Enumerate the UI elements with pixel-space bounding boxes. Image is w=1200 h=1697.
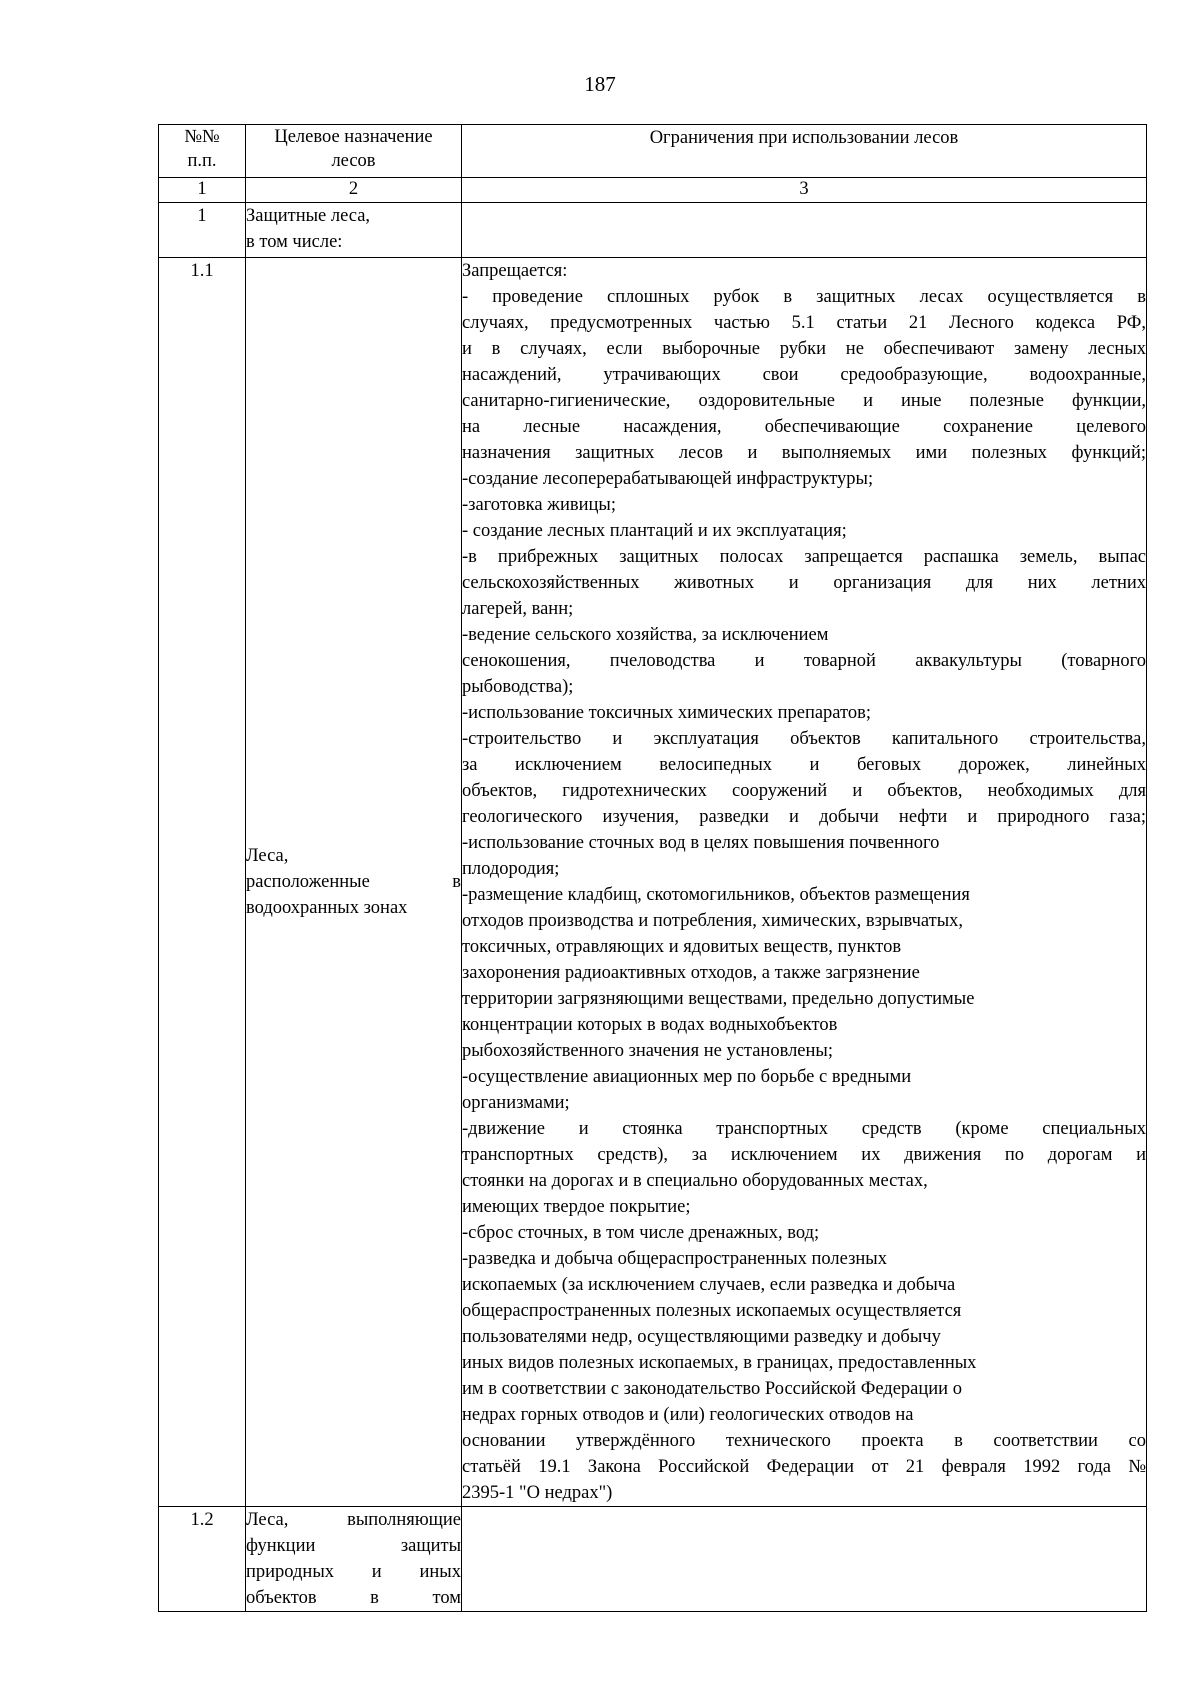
- restriction-line: общераспространенных полезных ископаемых осуществляется: [462, 1301, 962, 1321]
- page-number: 187: [584, 72, 616, 96]
- restriction-line: сенокошения, пчеловодства и товарной аквакультуры (товарного: [462, 651, 1146, 671]
- restriction-line: случаях, предусмотренных частью 5.1 статьи 21 Лесного кодекса РФ,: [462, 313, 1146, 333]
- purpose-line: объектов в том: [246, 1588, 461, 1608]
- purpose-line: функции защиты: [246, 1536, 461, 1556]
- purpose-line: водоохранных зонах: [246, 898, 408, 918]
- row-index: 1.2: [159, 1507, 246, 1612]
- restriction-line: основании утверждённого технического проекта в соответствии со: [462, 1431, 1146, 1451]
- purpose-line: Защитные леса,: [246, 206, 371, 226]
- row-purpose: [246, 203, 462, 258]
- restriction-line: рыбоводства);: [462, 677, 574, 697]
- restriction-line: рыбохозяйственного значения не установлены;: [462, 1041, 833, 1061]
- restriction-line: концентрации которых в водах водныхобъектов: [462, 1015, 838, 1035]
- restriction-line: санитарно-гигиенические, оздоровительные и иные полезные функции,: [462, 391, 1146, 411]
- restriction-line: -создание лесоперерабатывающей инфраструктуры;: [462, 469, 874, 489]
- restriction-line: объектов, гидротехнических сооружений и объектов, необходимых для: [462, 781, 1146, 801]
- row-restrictions: [462, 258, 1147, 1507]
- purpose-line: Леса, выполняющие: [246, 1510, 461, 1530]
- restriction-line: стоянки на дорогах и в специально оборудованных местах,: [462, 1171, 928, 1191]
- restriction-line: насаждений, утрачивающих свои средообразующие, водоохранные,: [462, 365, 1146, 385]
- restriction-line: Запрещается:: [462, 261, 568, 281]
- restriction-line: им в соответствии с законодательство Российской Федерации о: [462, 1379, 962, 1399]
- restriction-line: недрах горных отводов и (или) геологических отводов на: [462, 1405, 914, 1425]
- restriction-line: - создание лесных плантаций и их эксплуатация;: [462, 521, 847, 541]
- forest-restrictions-table: [158, 124, 1147, 1612]
- purpose-line: в том числе:: [246, 232, 343, 252]
- column-number: 1: [159, 178, 246, 203]
- table-row: [159, 1507, 1147, 1612]
- header-num-line: п.п.: [187, 151, 217, 171]
- restriction-line: - проведение сплошных рубок в защитных лесах осуществляется в: [462, 287, 1146, 307]
- restriction-line: -движение и стоянка транспортных средств (кроме специальных: [462, 1119, 1146, 1139]
- restriction-line: -строительство и эксплуатация объектов капитального строительства,: [462, 729, 1146, 749]
- restriction-line: лагерей, ванн;: [462, 599, 574, 619]
- restriction-line: плодородия;: [462, 859, 560, 879]
- restriction-line: -ведение сельского хозяйства, за исключением: [462, 625, 829, 645]
- restriction-line: -осуществление авиационных мер по борьбе с вредными: [462, 1067, 912, 1087]
- row-restrictions: [462, 203, 1147, 258]
- restriction-line: на лесные насаждения, обеспечивающие сохранение целевого: [462, 417, 1146, 437]
- column-number: 3: [462, 178, 1147, 203]
- restriction-line: и в случаях, если выборочные рубки не обеспечивают замену лесных: [462, 339, 1146, 359]
- restriction-line: территории загрязняющими веществами, предельно допустимые: [462, 989, 975, 1009]
- header-purpose-line: лесов: [331, 151, 376, 171]
- column-number: 2: [246, 178, 462, 203]
- restriction-line: сельскохозяйственных животных и организация для них летних: [462, 573, 1146, 593]
- restriction-line: организмами;: [462, 1093, 570, 1113]
- header-num: [159, 125, 246, 178]
- restriction-line: статьёй 19.1 Закона Российской Федерации от 21 февраля 1992 года №: [462, 1457, 1146, 1477]
- row-index: 1: [159, 203, 246, 258]
- restriction-line: -в прибрежных защитных полосах запрещается распашка земель, выпас: [462, 547, 1146, 567]
- row-restrictions: [462, 1507, 1147, 1612]
- header-purpose: [246, 125, 462, 178]
- restriction-line: 2395-1 "О недрах"): [462, 1483, 613, 1503]
- restriction-line: пользователями недр, осуществляющими разведку и добычу: [462, 1327, 941, 1347]
- restriction-line: -использование сточных вод в целях повышения почвенного: [462, 833, 940, 853]
- restriction-line: -заготовка живицы;: [462, 495, 616, 515]
- purpose-line: Леса,: [246, 846, 289, 866]
- row-purpose: [246, 258, 462, 1507]
- purpose-line: расположенные в: [246, 872, 461, 892]
- restriction-line: назначения защитных лесов и выполняемых ими полезных функций;: [462, 443, 1146, 463]
- restriction-line: -сброс сточных, в том числе дренажных, вод;: [462, 1223, 820, 1243]
- restriction-line: геологического изучения, разведки и добычи нефти и природного газа;: [462, 807, 1146, 827]
- purpose-line: природных и иных: [246, 1562, 461, 1582]
- restriction-line: -размещение кладбищ, скотомогильников, объектов размещения: [462, 885, 970, 905]
- restriction-line: -разведка и добыча общераспространенных полезных: [462, 1249, 887, 1269]
- header-purpose-line: Целевое назначение: [274, 127, 433, 147]
- header-num-line: №№: [184, 127, 220, 147]
- restriction-line: имеющих твердое покрытие;: [462, 1197, 691, 1217]
- restriction-line: отходов производства и потребления, химических, взрывчатых,: [462, 911, 964, 931]
- row-purpose: [246, 1507, 462, 1612]
- restriction-line: захоронения радиоактивных отходов, а также загрязнение: [462, 963, 920, 983]
- table-row: [159, 258, 1147, 1507]
- restriction-line: -использование токсичных химических препаратов;: [462, 703, 872, 723]
- restriction-line: иных видов полезных ископаемых, в границах, предоставленных: [462, 1353, 977, 1373]
- restriction-line: транспортных средств), за исключением их движения по дорогам и: [462, 1145, 1146, 1165]
- table-row: [159, 203, 1147, 258]
- restriction-line: за исключением велосипедных и беговых дорожек, линейных: [462, 755, 1146, 775]
- restriction-line: токсичных, отравляющих и ядовитых веществ, пунктов: [462, 937, 902, 957]
- header-restrictions: Ограничения при использовании лесов: [462, 125, 1147, 178]
- row-index: 1.1: [159, 258, 246, 1507]
- table-header-row: [159, 125, 1147, 178]
- restriction-line: ископаемых (за исключением случаев, если разведка и добыча: [462, 1275, 956, 1295]
- column-number-row: [159, 178, 1147, 203]
